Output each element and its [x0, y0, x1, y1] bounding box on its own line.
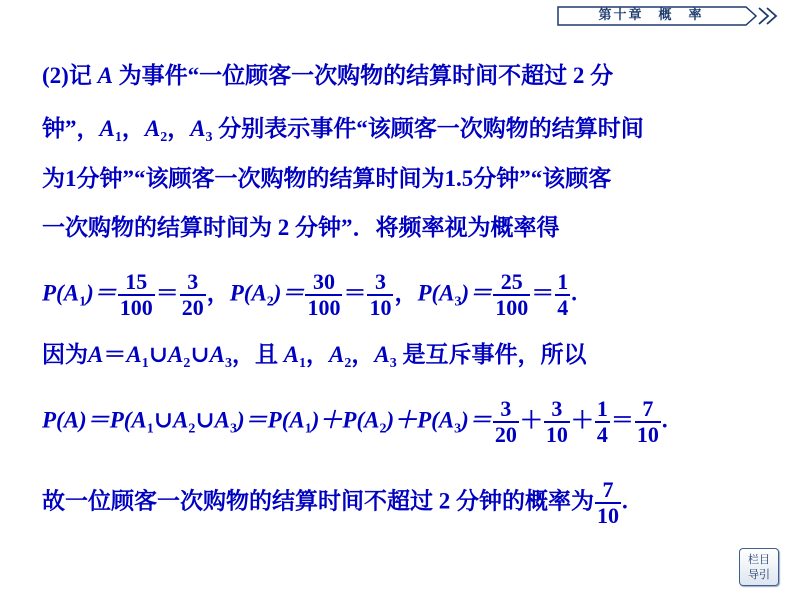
separator: ，	[121, 116, 145, 141]
equation-part: ∪A	[153, 407, 189, 433]
denominator: 4	[557, 295, 569, 320]
double-chevron-right-icon[interactable]	[759, 8, 776, 24]
fraction	[367, 270, 393, 320]
fraction	[493, 270, 530, 320]
chapter-title: 第十章 概 率	[598, 8, 704, 23]
variable-a2: A	[167, 342, 184, 367]
close-eq: )＝	[273, 280, 305, 306]
subscript: 2	[344, 356, 352, 371]
fraction	[180, 270, 206, 320]
equation-part: )＋P(A	[311, 407, 380, 433]
variable-a1: A	[126, 342, 142, 367]
subscript: 3	[205, 130, 213, 145]
variable-a1: A	[283, 342, 300, 367]
subscript: 2	[183, 356, 191, 371]
line-6-end: 是互斥事件，所以	[402, 342, 587, 367]
fraction	[555, 270, 570, 320]
nav-button-label-1: 栏目	[748, 553, 770, 566]
fraction	[635, 397, 661, 447]
text-line-4: 一次购物的结算时间为 2 分钟”．将频率视为概率得	[42, 215, 560, 240]
numerator: 30	[305, 270, 342, 296]
text-line-1	[42, 61, 613, 91]
numerator: 1	[596, 396, 608, 421]
numerator: 3	[544, 397, 570, 423]
p-a3-label: P(A	[417, 280, 455, 306]
variable-a1: A	[99, 116, 115, 141]
fraction	[493, 397, 519, 447]
plus-sign: ＋	[570, 407, 594, 433]
denominator: 100	[307, 295, 341, 320]
close-eq: )＝	[461, 280, 493, 306]
numerator: 25	[493, 270, 530, 296]
denominator: 10	[636, 422, 659, 447]
period: .	[622, 488, 628, 514]
denominator: 100	[119, 295, 153, 320]
denominator: 100	[495, 295, 529, 320]
denominator: 10	[369, 295, 392, 320]
line-6-start: 因为	[42, 342, 88, 367]
equals-sign: ＝	[103, 342, 127, 367]
separator: ，	[306, 342, 330, 367]
period: .	[571, 280, 577, 306]
equals-sign: ＝	[610, 407, 634, 433]
fraction	[305, 270, 342, 320]
union-sign: ∪	[190, 342, 210, 367]
numerator: 3	[180, 270, 206, 296]
fraction	[544, 397, 570, 447]
denominator: 20	[181, 295, 204, 320]
denominator: 20	[494, 422, 517, 447]
section-guide-button[interactable]	[739, 548, 779, 586]
subscript: 2	[379, 421, 387, 437]
numerator: 7	[635, 397, 661, 423]
variable-a3: A	[209, 342, 225, 367]
subscript: 3	[224, 356, 232, 371]
text-line-2	[42, 114, 644, 144]
separator: ，	[394, 280, 418, 306]
fraction	[595, 397, 610, 447]
p-a1-label: P(A	[42, 280, 80, 306]
conclusion-line	[42, 478, 628, 528]
nav-button-label-2: 导引	[748, 568, 770, 581]
subscript: 1	[299, 356, 307, 371]
subscript: 1	[304, 421, 312, 437]
line-2-text: 分别表示事件“该顾客一次购物的结算时间	[218, 116, 644, 141]
line-1-text: 为事件“一位顾客一次购物的结算时间不超过 2 分	[118, 63, 614, 88]
subscript: 1	[146, 421, 154, 437]
subscript: 2	[188, 421, 196, 437]
subscript: 3	[454, 421, 462, 437]
numerator: 15	[118, 270, 155, 296]
line-2-start: 钟”，	[42, 116, 100, 141]
fraction	[118, 270, 155, 320]
text-line-3: 为1分钟”“该顾客一次购物的结算时间为1.5分钟”“该顾客	[42, 166, 612, 191]
equation-part: )＝	[461, 407, 492, 433]
separator: ，	[167, 116, 191, 141]
sum-equation	[42, 397, 668, 447]
probability-equations	[42, 270, 577, 320]
conclusion-text: 故一位顾客一次购物的结算时间不超过 2 分钟的概率为	[42, 488, 594, 514]
line-6-mid: ，且	[231, 342, 278, 367]
plus-sign: ＋	[519, 407, 543, 433]
denominator: 10	[597, 503, 619, 528]
subscript: 2	[160, 130, 168, 145]
equals-sign: ＝	[155, 280, 179, 306]
numerator: 1	[557, 269, 569, 294]
equation-part: )＝P(A	[237, 407, 305, 433]
text-line-6	[42, 340, 586, 370]
denominator: 4	[596, 422, 608, 447]
close-eq: )＝	[86, 280, 117, 306]
numerator: 7	[595, 478, 621, 504]
separator: ，	[206, 280, 230, 306]
variable-a2: A	[144, 116, 161, 141]
separator: ，	[351, 342, 375, 367]
subscript: 3	[389, 356, 397, 371]
equation-part: P(A)＝P(A	[42, 407, 147, 433]
variable-a: A	[97, 63, 113, 88]
variable-a3: A	[374, 342, 390, 367]
subscript: 3	[230, 421, 238, 437]
equation-part: ∪A	[195, 407, 231, 433]
variable-a2: A	[329, 342, 345, 367]
numerator: 3	[367, 270, 393, 296]
union-sign: ∪	[148, 342, 168, 367]
denominator: 10	[545, 422, 568, 447]
part-label: (2)记	[42, 63, 92, 88]
subscript: 3	[454, 294, 462, 310]
subscript: 2	[266, 294, 274, 310]
p-a2-label: P(A	[229, 280, 267, 306]
subscript: 1	[79, 294, 87, 310]
subscript: 1	[114, 130, 122, 145]
variable-a3: A	[190, 116, 206, 141]
equals-sign: ＝	[531, 280, 555, 306]
equals-sign: ＝	[343, 280, 367, 306]
variable-a: A	[88, 342, 104, 367]
subscript: 1	[141, 356, 149, 371]
chapter-header-bar	[556, 6, 788, 26]
equation-part: )＋P(A	[386, 407, 455, 433]
numerator: 3	[493, 397, 519, 423]
fraction	[595, 478, 621, 528]
period: .	[661, 407, 668, 433]
